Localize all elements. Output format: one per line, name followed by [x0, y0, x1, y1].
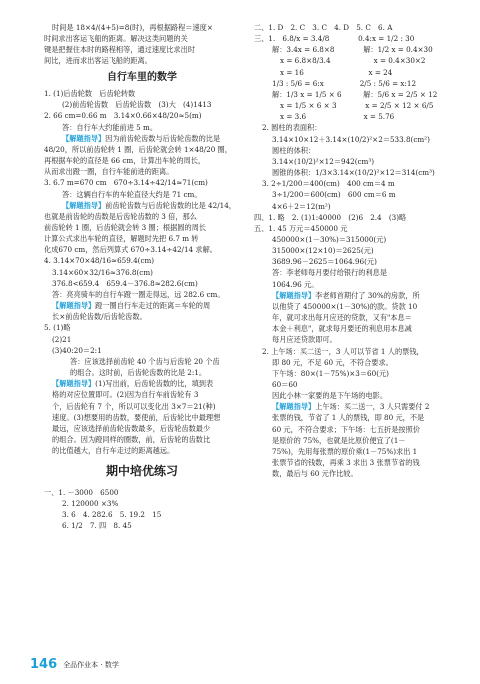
answer-line: 解：1/3 x = 1/5 × 6 解：5/6 x = 2/5 × 12: [272, 89, 438, 99]
hint-line: 的组合。因为蹬同样的圈数，前，后齿轮的齿数比: [52, 434, 211, 444]
answer-line: 2. 120000 ×3%: [62, 499, 119, 509]
hint-line: 以他贷了 450000×(1－30%)的款。贷款 10: [272, 301, 418, 311]
hint-line: 前齿轮转 1 圈，后齿轮就会转 3 圈；根据圆的周长: [44, 223, 207, 232]
book-title: 全品作业本 · 数学: [63, 660, 119, 669]
answer-line: 6. 1/2 7. 四 8. 45: [62, 521, 132, 531]
hint-line: 速度。(3)想要用的齿数，要使前，后齿轮比中最理想: [52, 412, 221, 422]
hint-line: 也就是前齿轮的齿数是后齿轮齿数的 3 倍，那么: [44, 211, 197, 221]
answer-line: 二、1. D 2. C 3. C 4. D 5. C 6. A: [254, 23, 393, 32]
answer-line: (2)前齿轮齿数 后齿轮齿数 (3)大 (4)1413: [62, 100, 212, 110]
hint-line: 格的对应位置即可。(2)因为自行车前齿轮有 3: [52, 390, 199, 400]
hint-line: 张票的钱，节省了 1 人的票钱，即 80 元，不是: [272, 413, 425, 423]
answer-line: (2)21: [52, 334, 72, 344]
hint-tag: 【解题指导】: [272, 402, 316, 412]
answer-line: 1064.96 元。: [272, 279, 319, 289]
hint-line: 个，后齿轮有 7 个，所以可以变化出 3×7＝21(种): [52, 401, 216, 411]
answer-line: x = 1/5 × 6 × 3 x = 2/5 × 12 × 6/5: [280, 101, 434, 111]
answer-line: 4×6＋2＝12(m²): [272, 201, 331, 211]
page-footer: [30, 655, 119, 675]
answer-line: (3)40:20＝2:1: [52, 345, 102, 355]
answer-line: 圆柱的体积：: [272, 145, 316, 155]
answer-line: x = 6.8×8/3.4 x = 0.4×30×2: [280, 56, 426, 66]
answer-line: 3.14×(10/2)²×12＝942(cm³): [272, 156, 375, 166]
hint-line: 【解题指导】上午场：买二送一，3 人只需要付 2: [272, 402, 430, 412]
answer-line: 答：这辆自行车的车轮直径大约是 71 cm。: [62, 189, 202, 199]
answer-line: 3÷1/200＝600(cm) 600 cm＝6 m: [272, 190, 396, 200]
hint-tag: 【解题指导】: [62, 133, 106, 143]
left-column: [44, 22, 240, 532]
page-number: 146: [30, 657, 58, 672]
section-title-bicycle-math: 自行车里的数学: [107, 71, 177, 83]
hint-tag: 【解题指导】: [62, 200, 106, 210]
answer-line: 1. (1)后齿轮数 后齿轮转数: [44, 89, 136, 99]
answer-line: 圆锥的体积：1/3×3.14×(10/2)²×12＝314(cm³): [272, 168, 435, 178]
hint-line: 的比值越大，自行车走过的距离越远。: [52, 446, 175, 456]
answer-line: 4. 3.14×70×48/16≈659.4(cm): [44, 256, 155, 266]
answer-line: 2. 圆柱的表面积：: [262, 123, 322, 133]
hint-line: 数，最后与 60 元作比较。: [272, 469, 358, 479]
hint-line: 【解题指导】前齿轮齿数与后齿轮齿数的比是 42/14，: [62, 200, 236, 210]
answer-line: 解：3.4x = 6.8×8 解：1/2 x = 0.4×30: [272, 45, 433, 55]
answer-line: 1/3 : 5/6 = 6:x 2/5 : 5/6 = x:12: [272, 78, 417, 88]
hint-line: 从而求出蹬一圈，自行车能前进的距离。: [44, 167, 174, 177]
answer-line: 答：自行车大约能前进 5 m。: [62, 122, 158, 132]
hint-line: 75%)，先用每张票的原价乘(1－75%)求出 1: [272, 446, 418, 456]
answer-line: 2. 上午场：买二送一，3 人可以节省 1 人的票钱，: [262, 346, 424, 356]
hint-line: 【解题指导】蹬一圈自行车走过的距离＝车轮的周: [52, 301, 211, 311]
answer-line: 3.14×60×32/16≈376.8(cm): [52, 267, 153, 277]
answer-line: 3. 6.7 m=670 cm 670÷3.14÷42/14≈71(cm): [44, 178, 208, 188]
intro-line: 键是把握住本时的路程相等，通过速度比求出时: [44, 45, 195, 55]
answer-line: 60＝60: [272, 380, 298, 389]
right-column: [254, 22, 454, 479]
answer-line: 因此小林一家要的是下午场的电影。: [272, 391, 388, 401]
hint-line: 计算公式求出车轮的直径，解题时先把 6.7 m 转: [44, 234, 199, 244]
hint-line: 是原价的 75%，也就是比原价便宜了(1－: [272, 435, 406, 445]
answer-line: 450000×(1－30%)＝315000(元): [272, 234, 387, 244]
hint-tag: 【解题指导】: [272, 290, 316, 300]
answer-line: 即 80 元，不足 60 元，不符合要求。: [272, 357, 393, 367]
answer-line: 5. (1)略: [44, 323, 71, 333]
answer-line: 三、1. 6.8/x = 3.4/8 0.4:x = 1/2 : 30: [254, 34, 415, 44]
hint-line: 化成670 cm，然后列算式 670÷3.14÷42/14 求解。: [44, 245, 217, 255]
answer-line: x = 3.6 x = 5.76: [280, 112, 395, 122]
hint-line: 长×前齿轮齿数/后齿轮齿数。: [52, 312, 147, 322]
answer-line: x = 16 x = 24: [280, 67, 393, 77]
intro-line: 间比，进而求出客运飞船的距离。: [44, 56, 152, 66]
answer-line: 376.8<659.4 659.4－376.8≈282.6(cm): [52, 278, 198, 288]
hint-line: 60 元，不符合要求；下午场：七五折是按照价: [272, 424, 420, 434]
answer-line: 答：亮亮骑车的自行车蹬一圈走得远，远 282.6 cm。: [52, 289, 225, 299]
answer-line: 下午场：80×(1－75%)×3＝60(元): [272, 368, 389, 378]
answer-line: 3. 2÷1/200＝400(cm) 400 cm＝4 m: [262, 179, 395, 189]
hint-line: 每月应还贷款即可。: [272, 335, 337, 345]
hint-line: 本金＋利息"，就求每月要还的利息用本息减: [272, 324, 412, 334]
answer-line: 315000×(12×10)＝2625(元): [272, 246, 374, 256]
section-title-midterm-practice: 期中培优练习: [105, 464, 178, 479]
answer-line: 答：李老师每月要付给银行的利息是: [272, 268, 388, 278]
answer-line: 3.14×10×12＋3.14×(10/2)²×2＝533.8(cm²): [272, 134, 430, 144]
intro-line: 时间求出客运飞船的距离。解决这类问题的关: [44, 34, 188, 44]
hint-line: 【解题指导】(1)写出前，后齿轮齿数的比，填到表: [52, 379, 214, 389]
hint-line: 张票节省的钱数，再乘 3 求出 3 张票节省的钱: [272, 458, 420, 468]
hint-line: 【解题指导】李老师首期付了 30%的房款，所: [272, 290, 420, 300]
intro-line: 时间是 18×4/(4+5)=8(时)，再根据路程＝速度×: [52, 23, 213, 32]
hint-tag: 【解题指导】: [52, 301, 96, 311]
answer-line: 一、1. －3000 6500: [44, 487, 119, 497]
answer-line: 2. 66 cm=0.66 m 3.14×0.66×48/20≈5(m): [44, 111, 202, 121]
hint-line: 【解题指导】因为前齿轮齿数与后齿轮齿数的比是: [62, 133, 221, 143]
answer-line: 3689.96－2625＝1064.96(元): [272, 257, 377, 267]
answer-line: 答：应该选择前齿轮 40 个齿与后齿轮 20 个齿: [70, 356, 220, 366]
hint-tag: 【解题指导】: [52, 379, 96, 389]
answer-line: 的组合。这时前，后齿轮齿数的比是 2:1。: [70, 368, 207, 378]
hint-line: 48/20，所以前齿轮转 1 圈，后齿轮就会转 1×48/20 圈，: [44, 144, 232, 154]
answer-line: 五、1. 45 万元＝450000 元: [254, 223, 348, 233]
hint-line: 年，就可求出每月应还的贷款，又有"本息＝: [272, 313, 412, 323]
answer-line: 3. 6 4. 282.6 5. 19.2 15: [62, 510, 162, 520]
hint-line: 再根据车轮的直径是 66 cm，计算出车轮的周长，: [44, 156, 206, 166]
answer-line: 四、1. 略 2. (1)1:40000 (2)6 2.4 (3)略: [254, 212, 407, 222]
hint-line: 最远，应该选择前齿轮齿数最多，后齿轮齿数最少: [52, 423, 211, 433]
